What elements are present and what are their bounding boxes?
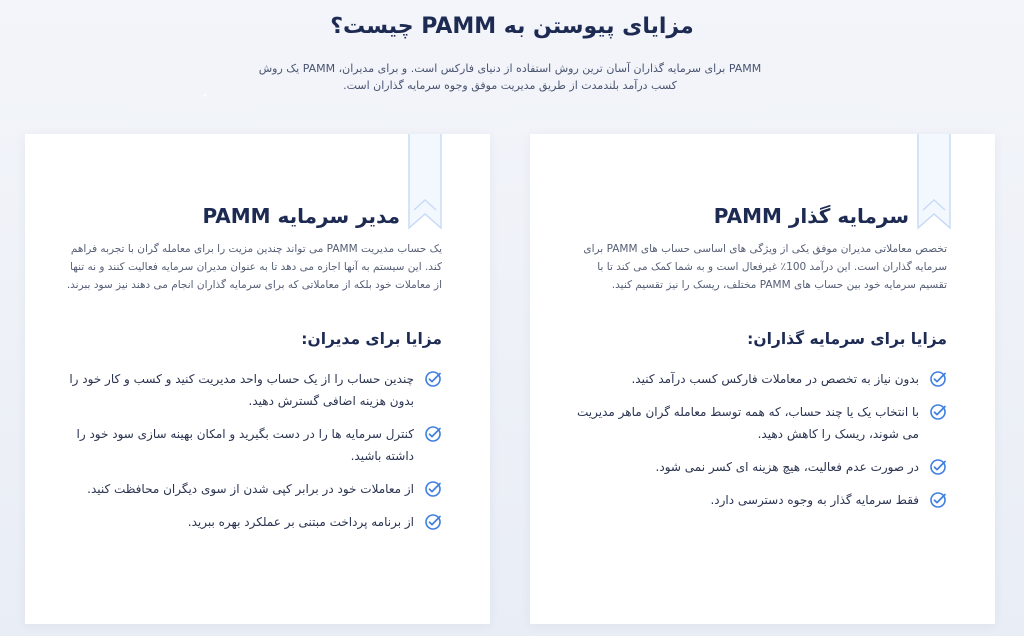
manager-benefits-title: مزایا برای مدیران:: [301, 330, 442, 348]
investor-card-title: سرمایه گذار PAMM: [713, 204, 909, 228]
benefit-text: کنترل سرمایه ها را در دست بگیرید و امکان بهینه سازی سود خود را داشته باشید.: [76, 427, 414, 463]
benefit-text: از برنامه پرداخت مبتنی بر عملکرد بهره ببرید.: [187, 515, 414, 529]
manager-card-description: یک حساب مدیریت PAMM می تواند چندین مزیت را برای معامله گران با تجربه فراهم کند. این سیستم به آنها اجازه می دهد تا به عنوان مدیران سرمایه فعالیت کنند و نه تنها از معاملات خود بلکه از معاملاتی که برای سرمایه گذاران انجام می دهند نیز سود ببرند.: [66, 243, 442, 291]
benefit-text: با انتخاب یک یا چند حساب، که همه توسط معامله گران ماهر مدیریت می شوند، ریسک را کاهش دهید.: [577, 405, 919, 441]
manager-card-title: مدیر سرمایه PAMM: [202, 204, 400, 228]
ribbon-bookmark-icon: [408, 134, 442, 230]
manager-benefit-list: [62, 368, 442, 533]
check-circle-icon: [929, 403, 947, 421]
benefit-item: [567, 456, 947, 478]
benefit-item: [62, 478, 442, 500]
benefit-item: [567, 489, 947, 511]
check-circle-icon: [929, 370, 947, 388]
investor-benefits-title: مزایا برای سرمایه گذاران:: [747, 330, 947, 348]
investor-card: [530, 134, 995, 624]
ribbon-bookmark-icon: [917, 134, 951, 230]
check-circle-icon: [424, 480, 442, 498]
benefit-item: [62, 511, 442, 533]
manager-card: [25, 134, 490, 624]
page-subtitle: PAMM برای سرمایه گذاران آسان ترین روش استفاده از دنیای فارکس است. و برای مدیران، PAMM یک روش کسب درآمد بلندمدت از طریق مدیریت موفق وجوه سرمایه گذاران است.: [258, 62, 762, 92]
investor-benefit-list: [567, 368, 947, 511]
benefit-text: بدون نیاز به تخصص در معاملات فارکس کسب درآمد کنید.: [631, 372, 919, 386]
benefit-text: در صورت عدم فعالیت، هیچ هزینه ای کسر نمی شود.: [655, 460, 919, 474]
check-circle-icon: [929, 491, 947, 509]
page-title: مزایای پیوستن به PAMM چیست؟: [330, 14, 694, 39]
benefit-item: [567, 401, 947, 445]
check-circle-icon: [929, 458, 947, 476]
check-circle-icon: [424, 513, 442, 531]
benefit-item: [567, 368, 947, 390]
benefit-item: [62, 423, 442, 467]
check-circle-icon: [424, 425, 442, 443]
investor-card-description: تخصص معاملاتی مدیران موفق یکی از ویژگی های اساسی حساب های PAMM برای سرمایه گذاران است. این درآمد 100٪ غیرفعال است و به شما کمک می کند تا با تقسیم سرمایه خود بین حساب های PAMM مختلف، ریسک را نیز تقسیم کنید.: [583, 243, 947, 291]
benefit-text: فقط سرمایه گذار به وجوه دسترسی دارد.: [710, 493, 919, 507]
benefit-text: از معاملات خود در برابر کپی شدن از سوی دیگران محافظت کنید.: [87, 482, 414, 496]
benefit-item: [62, 368, 442, 412]
check-circle-icon: [424, 370, 442, 388]
benefit-text: چندین حساب را از یک حساب واحد مدیریت کنید و کسب و کار خود را بدون هزینه اضافی گسترش دهید.: [69, 372, 414, 408]
